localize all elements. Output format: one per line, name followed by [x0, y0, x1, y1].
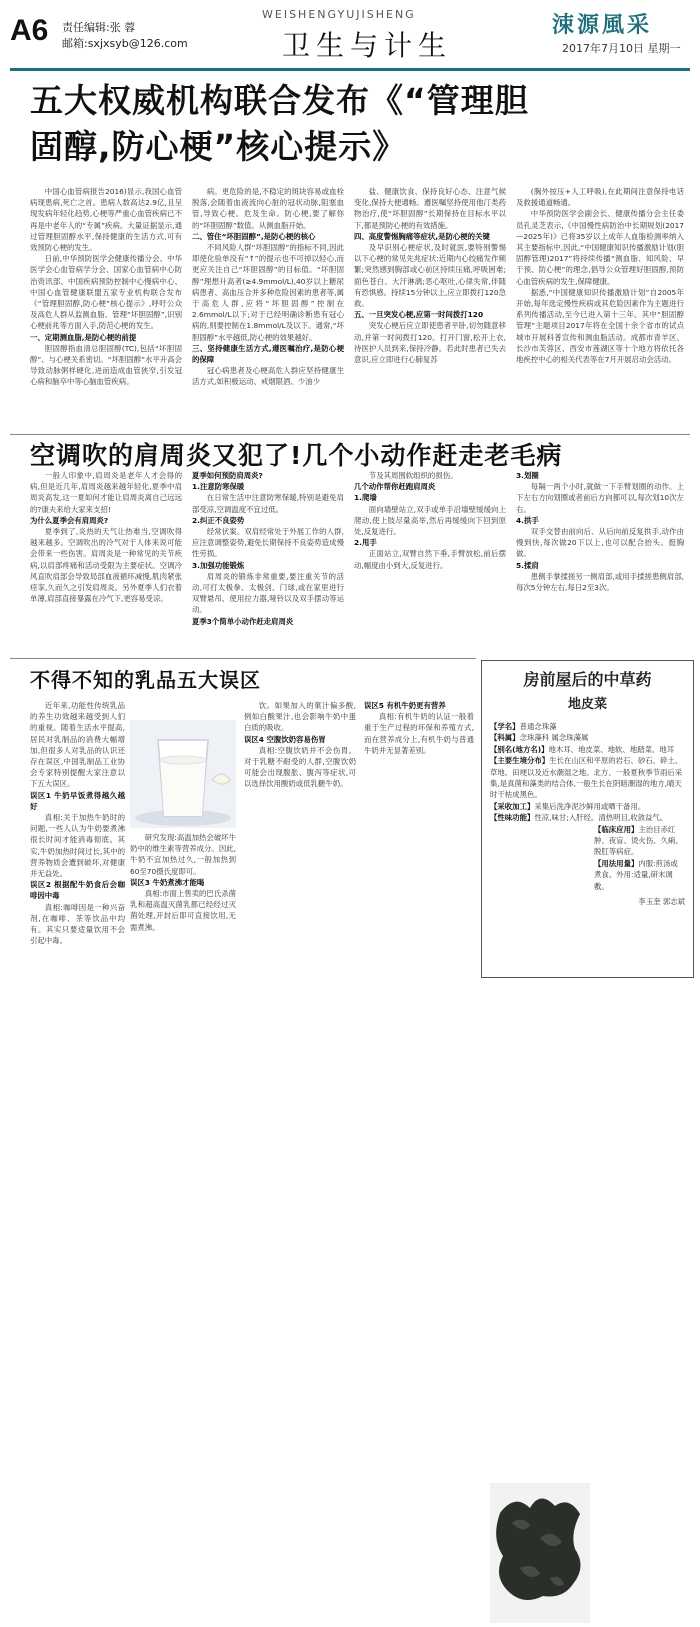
- list-item: 【性味功能】性凉,味甘;入肝经。清热明目,收敛益气。: [490, 813, 668, 823]
- list-item-heading: 5.揉肩: [516, 560, 539, 570]
- paragraph: 研究发现:高温加热会破坏牛奶中的维生素等营养成分。因此,牛奶不宜加热过久,一般加热到60至70摄氏度即可。: [130, 833, 236, 876]
- subheading: 误区4 空腹饮奶容易伤胃: [244, 734, 326, 744]
- paragraph: 近年来,功能性传统乳品的养生功效越来越受到人们的重视。随着生活水平提高,居民对乳制品的消费大幅增加,但很多人对乳品的认识还存在误区,中国乳制品工业协会专家特别提醒大家注意以下五大误区。: [30, 701, 125, 789]
- main-headline: [30, 78, 680, 170]
- herb-illustration: [490, 1483, 590, 1623]
- article1-column-4: [516, 186, 684, 430]
- paragraph: 中国心血管病报告2016)显示,我国心血管病现患病,死亡之首。患病人数高达2.9亿,且呈现发病年轻化趋势,心梗等严重心血管疾病已不再是中老年人的“专属”疾病。大量证据显示,通过管理胆固醇水平,保持健康的生活方式,可有效预防心梗的发生。: [30, 187, 182, 253]
- masthead: [0, 0, 700, 68]
- article3-headline: 不得不知的乳品五大误区: [30, 668, 261, 692]
- paragraph: 饮。如果加入的菓汁偏多酸,例如白酸果汁,也会影响牛奶中蛋白质的吸收。: [244, 701, 356, 733]
- paragraph: 真相:有机牛奶的认证一般着重于生产过程的环保和养殖方式,而在营养成分上,有机牛奶与普通牛奶并无显著差别。: [364, 712, 474, 755]
- issue-date: 2017年7月10日 星期一: [562, 42, 681, 55]
- article2-headline: 空调吹的肩周炎又犯了!几个小动作赶走老毛病: [30, 441, 563, 470]
- subheading: 一、定期测血脂,是防心梗的前提: [30, 332, 137, 342]
- paragraph: 盐、健康饮食、保持良好心态、注意气候变化,保持大便通畅。遵医嘱坚持使用他汀类药物治疗,使“坏胆固醇”长期保持在目标水平以下,都是预防心梗的有效措施。: [354, 187, 506, 230]
- paragraph: 面向墙壁站立,双手或单手沿墙壁缓缓向上爬动,使上肢尽量高举,然后再缓缓向下回到原处,反复进行。: [354, 504, 506, 537]
- paragraph: 病。更危险的是,不稳定的斑块容易或血栓脱落,会随着血液流向心脏的冠状动脉,阻塞血管,导致心梗。危及生命。防心梗,要了解你的“坏胆固醇”数值。从测血脂开始。: [192, 187, 344, 230]
- paragraph: 冠心病患者及心梗高危人群应坚持健康生活方式,如积极运动、戒烟限酒、少油少: [192, 366, 344, 387]
- sidebar-author: 李玉奎 郭志斌: [638, 897, 685, 907]
- paragraph: 节及其周围软组织的损伤。: [368, 471, 458, 480]
- paragraph: 经常伏案、双肩经常处于外展工作的人群,应注意调整姿势,避免长期保持不良姿势造成慢性劳损。: [192, 527, 344, 559]
- page-number: A6: [10, 14, 49, 47]
- paragraph: 患侧手掌揉搓另一侧肩部,或用手揉搓患侧肩部,每次5分钟左右,每日2至3次。: [516, 571, 684, 593]
- subheading: 三、坚持健康生活方式,遵医嘱治疗,是防心梗的保障: [192, 343, 344, 365]
- paragraph: 不同风险人群“坏胆固醇”的指标不同,因此即使化验单没有“↑”的提示也不可掉以轻心,而更应关注自己“坏胆固醇”的目标值。“坏胆固醇”理想升高者(≥4.9mmol/L),40岁以上糖尿病患者、高血压合并多种危险因素的患者等,属于高危人群,应将“坏胆固醇”控制在2.6mmol/L以下;对于已经明确诊断患有冠心病的,则要控制在1.8mmol/L及以下。通常,“坏胆固醇”水平越低,防心梗的效果越好。: [192, 243, 344, 342]
- subheading: 为什么夏季会有肩周炎?: [30, 515, 109, 525]
- paragraph: 据悉,“中国健康知识传播激励计划”自2005年开始,每年选定慢性疾病或其危险因素作为主题进行系列传播活动,至今已进入第十三年。其中“胆固醇管理”主题项目2017年将在全国十余个省市的试点城市开展科普宣传和测血脂活动。成都市青羊区、长沙市芙蓉区、西安市莲湖区等十个地方将依托各地疾控中心的相关代表等在7月开展启动会活动。: [516, 287, 684, 365]
- paragraph: 突发心梗后应立即使患者平卧,切勿随意移动,并第一时间拨打120。打开门窗,松开上衣,待医护人员到来,保持冷静。若此时患者已失去意识,应立即进行心肺复苏: [354, 321, 506, 365]
- paragraph: 一般人印象中,肩周炎是老年人才会得的病,但是近几年,肩周炎越来越年轻化,夏季中肩周炎高发,这一夏如何才能让肩周炎离自己远远的?康夫来给大家来支招!: [30, 471, 182, 514]
- header-rule: [10, 68, 690, 71]
- article2-column-2: [192, 470, 344, 656]
- paragraph: 真相:关于加热牛奶时的问题,一些人认为牛奶要煮沸很长时间才能消毒彻底。其实,牛奶加热时间过长,其中的营养物质会遭到破坏,对健康并无益处。: [30, 813, 125, 879]
- list-item: 【科属】念珠藻科 属念珠藻属: [490, 733, 589, 743]
- newspaper-name: 涑源風采: [552, 12, 653, 38]
- article1-column-1: [30, 186, 182, 430]
- paragraph: 日前,中华预防医学会健康传播分会、中华医学会心血管病学分会、国家心血管病中心防治资讯部、中国疾病预防控制中心慢病中心、中国心血管健康联盟五家专业机构联合发布《“管理胆固醇,防心梗”核心提示》,呼吁公众及高危人群从监测血脂、管理“坏胆固醇”,识别心梗前兆等方面入手,防范心梗的发生。: [30, 254, 182, 331]
- subheading: 误区2 根据配牛奶食后会咖啡因中毒: [30, 880, 125, 901]
- headline-line-2: 固醇,防心梗”核心提示》: [30, 127, 407, 166]
- subheading: 几个动作帮你赶跑肩周炎: [354, 482, 436, 492]
- herb-sidebar: [481, 660, 694, 978]
- article1-column-3: [354, 186, 506, 430]
- list-item: 【采收加工】采集后洗净泥沙鲜用或晒干备用。: [490, 801, 646, 811]
- section-divider: [10, 434, 690, 435]
- herb-photo: [490, 1483, 590, 1623]
- paragraph: 夏季到了,炎热的天气让热难当,空调吹得越来越多。空调吹出的冷气对于人体来说可能会带来一些伤害。肩周炎是一种常见的关节疾病,以肩部疼痛和活动受限为主要症状。空调冷风直吹肩部会导致局部血液循环减慢,肌肉紧张痉挛,久而久之引发肩周炎。另外夏季人们衣着单薄,肩部直接暴露在冷气下,更容易受凉。: [30, 527, 182, 604]
- editor-info: [62, 20, 188, 52]
- milk-photo: [130, 720, 236, 828]
- subheading: 误区1 牛奶早饭煮得越久越好: [30, 790, 125, 811]
- list-item: 【临床应用】主治目赤红肿、夜盲、烫火伤、久痢、脱肛等病症。: [594, 824, 683, 857]
- paragraph: 真相:市面上售卖的巴氏杀菌乳和超高温灭菌乳都已经经过灭菌处理,开封后即可直接饮用,无需煮沸。: [130, 889, 236, 932]
- list-item-heading: 1.爬墙: [354, 493, 377, 503]
- subheading: 夏季3个简单小动作赶走肩周炎: [192, 616, 294, 626]
- paragraph: 正面站立,双臂自然下垂,手臂放松,前后摆动,幅度由小到大,反复进行。: [354, 549, 506, 570]
- article3-column-2: [130, 832, 236, 976]
- list-item-heading: 3.加强功能锻炼: [192, 560, 245, 570]
- list-item-heading: 4.拱手: [516, 515, 539, 525]
- paragraph: 中华预防医学会副会长、健康传播分会主任委员孔灵芝表示,《中国慢性病防治中长期规划(2017—2025年)》已将35岁以上成年人血脂检测率纳入其主要指标中,因此,“中国健康知识传播激励计划(胆固醇管理)2017”将持续传播“测血脂、知风险、早干预、防心梗”的理念,倡导公众管理好胆固醇,预防心血管疾病的发生,保障健康。: [516, 209, 684, 286]
- paragraph: 胆固醇指血清总胆固醇(TC),包括“坏胆固醇”、与心梗关系密切。“坏胆固醇”水平升高会导致动脉粥样硬化,进而造成血管狭窄,引发冠心病和脑卒中等心脑血管疾病。: [30, 343, 182, 387]
- article3-column-3: [244, 700, 356, 976]
- sidebar-title: 房前屋后的中草药: [523, 670, 652, 689]
- list-item: 【别名(地方名)】地木耳、地皮菜、地软、地踏菜、地耳: [490, 744, 675, 754]
- paragraph: 真相:空腹饮奶并不会伤胃。对于乳糖不耐受的人群,空腹饮奶可能会出现腹胀、腹泻等症状,可以选择饮用酸奶或低乳糖牛奶。: [244, 745, 356, 789]
- list-item: 【学名】普通念珠藻: [490, 722, 557, 731]
- list-item: 【用法用量】内服:煎汤或煮食。外用:适量,研末调敷。: [594, 858, 678, 891]
- article2-column-1: [30, 470, 182, 656]
- list-item: 【主要生境分布】生长在山区和平原的岩石、砂石、碎土、草地、田埂以及近水潮湿之地。北方、一般夏秋季节雨后采集,是真菌和藻类的结合体,一般生长在阴暗潮湿的地方,晴天时干枯成黑色。: [490, 756, 683, 800]
- paragraph: 真相:咖啡因是一种兴奋剂,在咖啡、茶等饮品中均有。其实只要适量饮用不会引起中毒。: [30, 902, 125, 946]
- subheading: 误区5 有机牛奶更有营养: [364, 701, 446, 710]
- editor-name: 责任编辑:张 蓉: [62, 21, 136, 34]
- subheading: 二、管住“坏胆固醇”,是防心梗的核心: [192, 231, 316, 241]
- milk-glass-illustration: [130, 720, 236, 828]
- column-pinyin: WEISHENGYUJISHENG: [262, 8, 416, 21]
- sidebar-subtitle: 地皮菜: [567, 697, 607, 712]
- paragraph: 每隔一两个小时,就做一下手臂划圈的动作。上下左右方向划圈或者前后方向都可以,每次划10次左右。: [516, 482, 684, 514]
- article2-column-4: [516, 470, 684, 656]
- paragraph: (胸外按压+人工呼吸),在此期间注意保持电话及救援通道畅通。: [516, 187, 684, 208]
- paragraph: 及早识别心梗症状,及时就医,要特别警惕以下心梗的常见先兆症状:近期内心绞痛发作频繁;突然感到胸部或心前区持续压痛,呼吸困难;面色苍白、大汗淋漓;恶心呕吐,心律失常,伴随有恐惧感。持续15分钟以上,应立即拨打120急救。: [354, 243, 506, 309]
- list-item-heading: 2.甩手: [354, 538, 377, 548]
- paragraph: 肩周炎的锻炼非常重要,要注重关节的活动,可打太极拳、太极剑、门球,或在家里进行双臂悬吊、使用拉力器,哑铃以及双手摆动等运动。: [192, 571, 344, 615]
- column-title: 卫生与计生: [282, 29, 453, 62]
- list-item-heading: 2.纠正不良姿势: [192, 515, 245, 525]
- article3-column-4: [364, 700, 474, 976]
- article2-column-3: [354, 470, 506, 656]
- subheading: 四、高度警惕胸痛等症状,是防心梗的关键: [354, 231, 490, 241]
- section-divider: [10, 658, 476, 659]
- editor-email: 邮箱:sxjxsyb@126.com: [62, 37, 188, 50]
- paragraph: 双手交替由前向后、从后向前反复拱手,动作由慢到快,每次做20下以上,也可以配合抬头、挺胸做。: [516, 527, 684, 559]
- sidebar-text: [490, 721, 685, 908]
- article1-column-2: [192, 186, 344, 430]
- paragraph: 在日常生活中注意防寒保暖,特别是避免肩部受凉,空调温度不宜过低。: [192, 493, 344, 514]
- headline-line-1: 五大权威机构联合发布《“管理胆: [30, 81, 529, 120]
- article3-column-1: [30, 700, 125, 976]
- list-item-heading: 1.注意防寒保暖: [192, 482, 245, 492]
- subheading: 误区3 牛奶煮沸才能喝: [130, 877, 205, 887]
- list-item-heading: 3.划圈: [516, 471, 539, 480]
- subheading: 夏季如何预防肩周炎?: [192, 471, 263, 480]
- subheading: 五、一旦突发心梗,应第一时间拨打120: [354, 310, 484, 320]
